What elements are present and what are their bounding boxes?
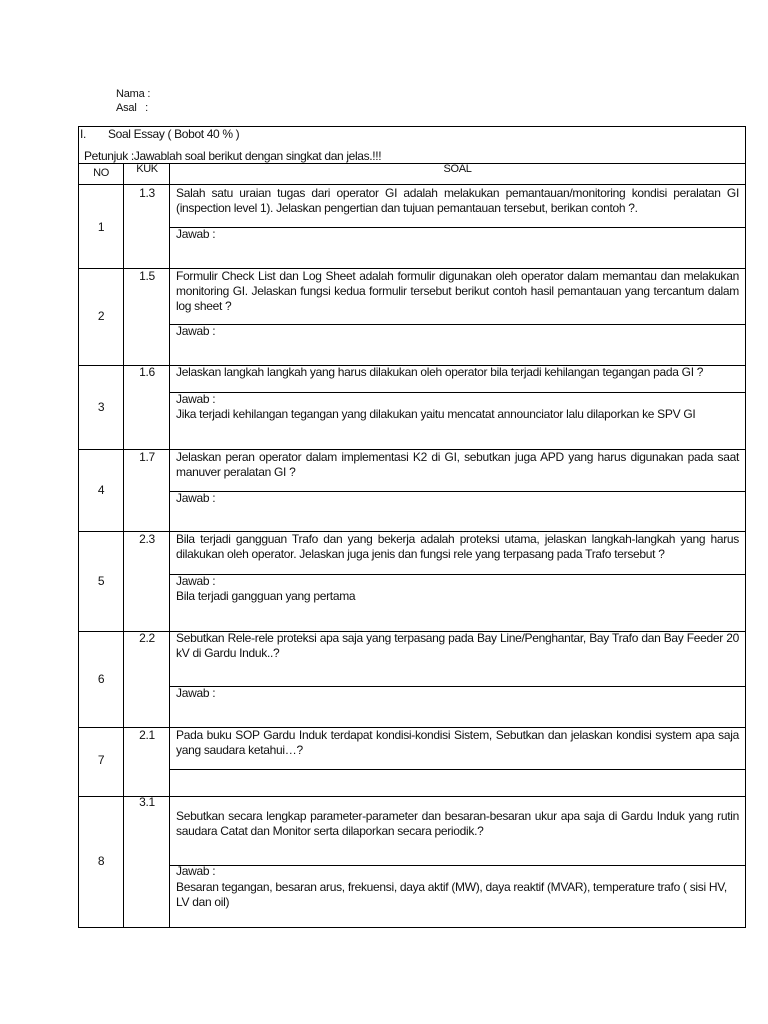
row-kuk: 1.7 <box>139 450 155 464</box>
essay-table <box>78 126 746 928</box>
question-text: Bila terjadi gangguan Trafo dan yang bekerja adalah proteksi utama, jelaskan langkah-langkah yang harus dilakukan oleh operator. Jelaskan juga jenis dan fungsi rele yang terpasang pada Trafo tersebut ? <box>176 532 739 561</box>
column-header-kuk: KUK <box>136 163 158 175</box>
row-number: 7 <box>97 753 105 767</box>
row-number: 4 <box>97 483 105 497</box>
row-number: 3 <box>97 400 105 414</box>
answer-text: Bila terjadi gangguan yang pertama <box>176 589 356 603</box>
section-title: Soal Essay ( Bobot 40 % ) <box>108 127 240 141</box>
row-kuk: 1.6 <box>139 365 155 379</box>
row-kuk: 1.5 <box>139 269 155 283</box>
answer-label: Jawab : <box>176 324 216 338</box>
row-number: 2 <box>97 309 105 323</box>
row-kuk: 1.3 <box>139 186 155 200</box>
answer-label: Jawab : <box>176 491 216 505</box>
section-number: I. <box>80 127 86 141</box>
row-number: 8 <box>97 854 105 868</box>
question-text: Salah satu uraian tugas dari operator GI adalah melakukan pemantauan/monitoring kondisi peralatan GI (inspection level 1). Jelaskan pengertian dan tujuan pemantauan tersebut, berikan contoh ?. <box>176 186 739 215</box>
row-number: 1 <box>97 220 105 234</box>
answer-text: Besaran tegangan, besaran arus, frekuensi, daya aktif (MW), daya reaktif (MVAR), temperature trafo ( sisi HV, LV dan oil) <box>176 880 727 909</box>
question-text: Sebutkan Rele-rele proteksi apa saja yang terpasang pada Bay Line/Penghantar, Bay Trafo dan Bay Feeder 20 kV di Gardu Induk..? <box>176 631 739 660</box>
row-kuk: 2.1 <box>139 728 155 742</box>
nama-label: Nama : <box>116 88 151 100</box>
instruction-text: Petunjuk :Jawablah soal berikut dengan singkat dan jelas.!!! <box>84 149 382 163</box>
row-number: 6 <box>97 672 105 686</box>
question-text: Sebutkan secara lengkap parameter-parameter dan besaran-besaran ukur apa saja di Gardu Induk yang rutin saudara Catat dan Monitor serta dilaporkan secara periodik.? <box>176 809 739 838</box>
question-text: Jelaskan langkah langkah yang harus dilakukan oleh operator bila terjadi kehilangan tegangan pada GI ? <box>176 365 704 379</box>
answer-label: Jawab : <box>176 227 216 241</box>
answer-label: Jawab : <box>176 574 216 588</box>
row-number: 5 <box>97 574 105 588</box>
question-text: Formulir Check List dan Log Sheet adalah formulir digunakan oleh operator dalam memantau dan melakukan monitoring GI. Jelaskan fungsi kedua formulir tersebut berikut contoh hasil pemantauan yang tercantum dalam log sheet ? <box>176 269 739 313</box>
asal-label: Asal : <box>116 102 149 114</box>
row-kuk: 3.1 <box>139 795 155 809</box>
question-text: Jelaskan peran operator dalam implementasi K2 di GI, sebutkan juga APD yang harus digunakan pada saat manuver peralatan GI ? <box>176 450 739 479</box>
answer-label: Jawab : <box>176 392 216 406</box>
answer-label: Jawab : <box>176 686 216 700</box>
answer-label: Jawab : <box>176 864 216 878</box>
answer-text: Jika terjadi kehilangan tegangan yang dilakukan yaitu mencatat announciator lalu dilaporkan ke SPV GI <box>176 407 696 421</box>
column-header-soal: SOAL <box>443 163 472 175</box>
row-kuk: 2.2 <box>139 631 155 645</box>
form-header <box>116 87 150 115</box>
column-header-no: NO <box>93 167 109 179</box>
row-kuk: 2.3 <box>139 532 155 546</box>
question-text: Pada buku SOP Gardu Induk terdapat kondisi-kondisi Sistem, Sebutkan dan jelaskan kondisi system apa saja yang saudara ketahui…? <box>176 728 739 757</box>
